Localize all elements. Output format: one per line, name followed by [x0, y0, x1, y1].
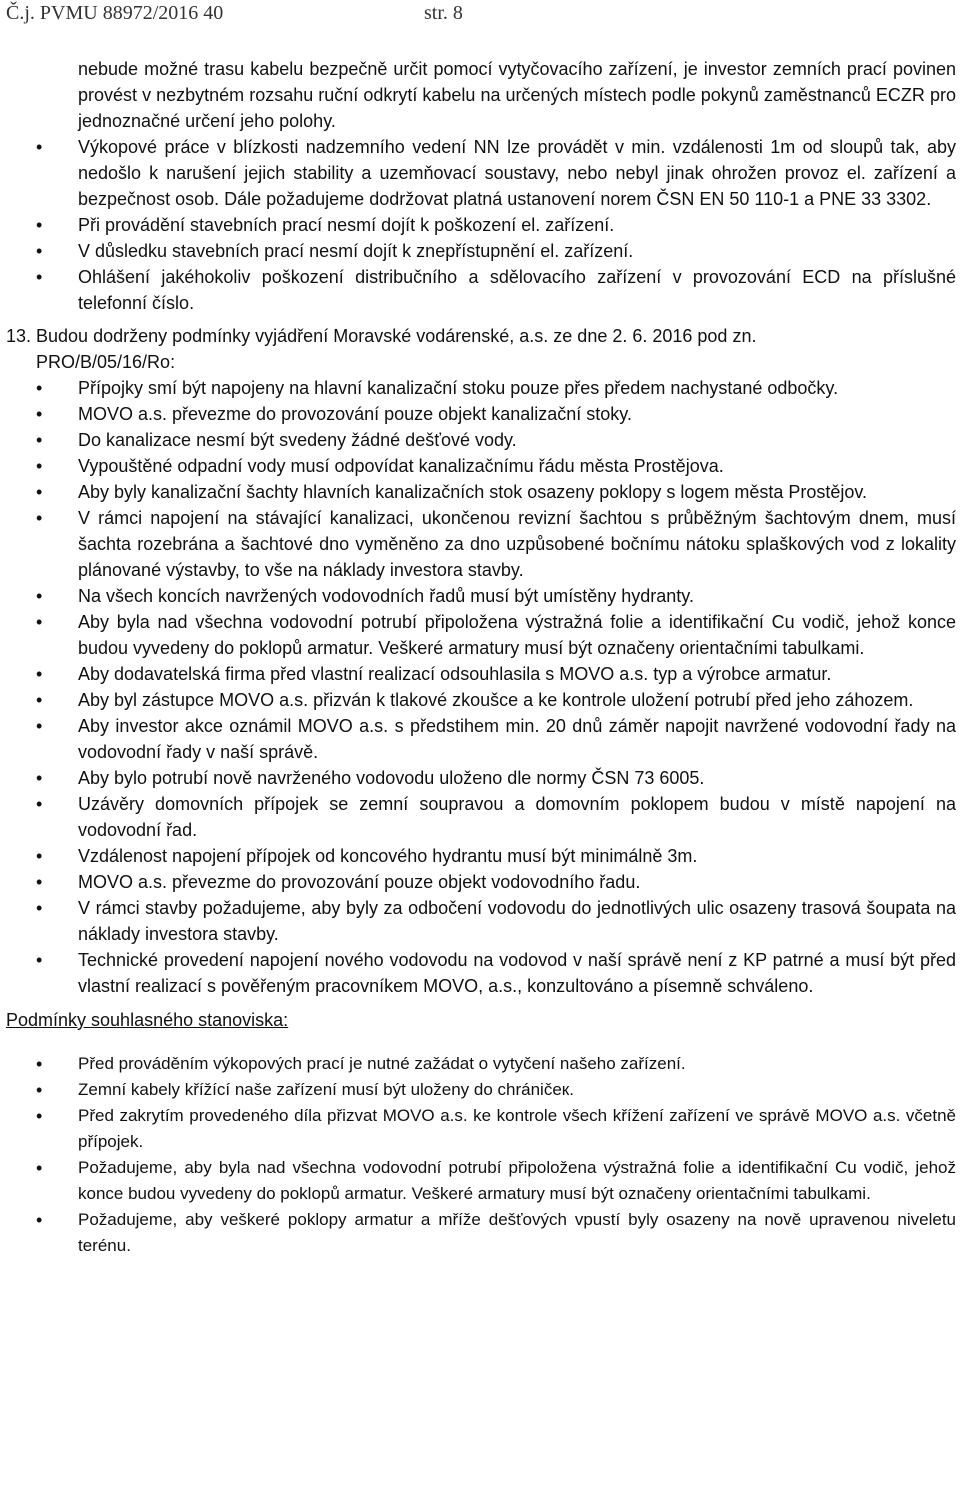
list-item: • Aby dodavatelská firma před vlastní realizací odsouhlasila s MOVO a.s. typ a výrobce armatur.: [0, 661, 960, 687]
intro-paragraph: nebude možné trasu kabelu bezpečně určit pomocí vytyčovacího zařízení, je investor zemních prací povinen provést v nezbytném rozsahu ruční odkrytí kabelu na určených místech podle pokynů zaměstnanců ECZR pro jednoznačné určení jeho polohy.: [78, 59, 956, 131]
page-header: [6, 2, 463, 25]
document-reference: Č.j. PVMU 88972/2016 40: [6, 2, 224, 24]
list-item: • Technické provedení napojení nového vodovodu na vodovod v naší správě není z KP patrné a musí být před vlastní realizací s pověřeným pracovníkem MOVO, a.s., konzultováno a písemně schváleno.: [0, 947, 960, 999]
electric-conditions-list: [0, 134, 960, 316]
list-item: • Přípojky smí být napojeny na hlavní kanalizační stoku pouze přes předem nachystané odbočky.: [0, 375, 960, 401]
list-item: • Požadujeme, aby byla nad všechna vodovodní potrubí připoložena výstražná folie a identifikační Cu vodič, jehož konce budou vyvedeny do poklopů armatur. Veškeré armatury musí být označeny orientačními tabulkami.: [0, 1155, 960, 1207]
list-item: • Při provádění stavebních prací nesmí dojít k poškození el. zařízení.: [0, 212, 960, 238]
list-item: • Aby bylo potrubí nově navrženého vodovodu uloženo dle normy ČSN 73 6005.: [0, 765, 960, 791]
list-item: • V rámci stavby požadujeme, aby byly za odbočení vodovodu do jednotlivých ulic osazeny trasová šoupata na náklady investora stavby.: [0, 895, 960, 947]
consent-conditions-list: [0, 1051, 960, 1259]
page-number: str. 8: [424, 2, 463, 24]
list-item: • Vypouštěné odpadní vody musí odpovídat kanalizačnímu řádu města Prostějova.: [0, 453, 960, 479]
list-item: • Zemní kabely křížící naše zařízení musí být uloženy do chráničeк.: [0, 1077, 960, 1103]
list-item: • V důsledku stavebních prací nesmí dojít k znepřístupnění el. zařízení.: [0, 238, 960, 264]
list-item: • MOVO a.s. převezme do provozování pouze objekt kanalizační stoky.: [0, 401, 960, 427]
water-conditions-list: [0, 375, 960, 999]
list-item: • Do kanalizace nesmí být svedeny žádné dešťové vody.: [0, 427, 960, 453]
list-item: • Vzdálenost napojení přípojek od koncového hydrantu musí být minimálně 3m.: [0, 843, 960, 869]
section-13-heading: 13. Budou dodrženy podmínky vyjádření Moravské vodárenské, a.s. ze dne 2. 6. 2016 pod zn.: [6, 326, 757, 346]
list-item: • Před zakrytím provedeného díla přizvat MOVO a.s. ke kontrole všech křížení zařízení ve správě MOVO a.s. včetně přípojek.: [0, 1103, 960, 1155]
document-body: [0, 56, 960, 1259]
list-item: • Aby byly kanalizační šachty hlavních kanalizačních stok osazeny poklopy s logem města Prostějov.: [0, 479, 960, 505]
list-item: • Před prováděním výkopových prací je nutné zažádat o vytyčení našeho zařízení.: [0, 1051, 960, 1077]
list-item: • Na všech koncích navržených vodovodních řadů musí být umístěny hydranty.: [0, 583, 960, 609]
list-item: • Aby byla nad všechna vodovodní potrubí připoložena výstražná folie a identifikační Cu vodič, jehož konce budou vyvedeny do poklopů armatur. Veškeré armatury musí být označeny orientačními tabulkami.: [0, 609, 960, 661]
list-item: • Výkopové práce v blízkosti nadzemního vedení NN lze provádět v min. vzdálenosti 1m od sloupů tak, aby nedošlo k narušení jejich stability a uzemňovací soustavy, nebo nebyl jinak ohrožen provoz el. zařízení a bezpečnost osob. Dále požadujeme dodržovat platná ustanovení norem ČSN EN 50 110-1 a PNE 33 3302.: [0, 134, 960, 212]
list-item: • Uzávěry domovních přípojek se zemní soupravou a domovním poklopem budou v místě napojení na vodovodní řad.: [0, 791, 960, 843]
list-item: • MOVO a.s. převezme do provozování pouze objekt vodovodního řadu.: [0, 869, 960, 895]
list-item: • Požadujeme, aby veškeré poklopy armatur a mříže dešťových vpustí byly osazeny na nově upravenou niveletu terénu.: [0, 1207, 960, 1259]
list-item: • Aby investor akce oznámil MOVO a.s. s předstihem min. 20 dnů záměr napojit navržené vodovodní řady na vodovodní řady v naší správě.: [0, 713, 960, 765]
consent-conditions-heading: [0, 1007, 960, 1033]
consent-conditions-title: Podmínky souhlasného stanoviska:: [6, 1010, 289, 1030]
list-item: • Ohlášení jakéhokoliv poškození distribučního a sdělovacího zařízení v provozování ECD na příslušné telefonní číslo.: [0, 264, 960, 316]
list-item: • Aby byl zástupce MOVO a.s. přizván k tlakové zkoušce a ke kontrole uložení potrubí před jeho záhozem.: [0, 687, 960, 713]
list-item: • V rámci napojení na stávající kanalizaci, ukončenou revizní šachtou s průběžným šachtovým dnem, musí šachta rozebrána a šachtové dno vyměněno za dno uzpůsobené bočnímu nátoku splaškových vod z lokality plánované výstavby, to vše na náklady investora stavby.: [0, 505, 960, 583]
section-13-reference: PRO/B/05/16/Ro:: [36, 352, 176, 372]
